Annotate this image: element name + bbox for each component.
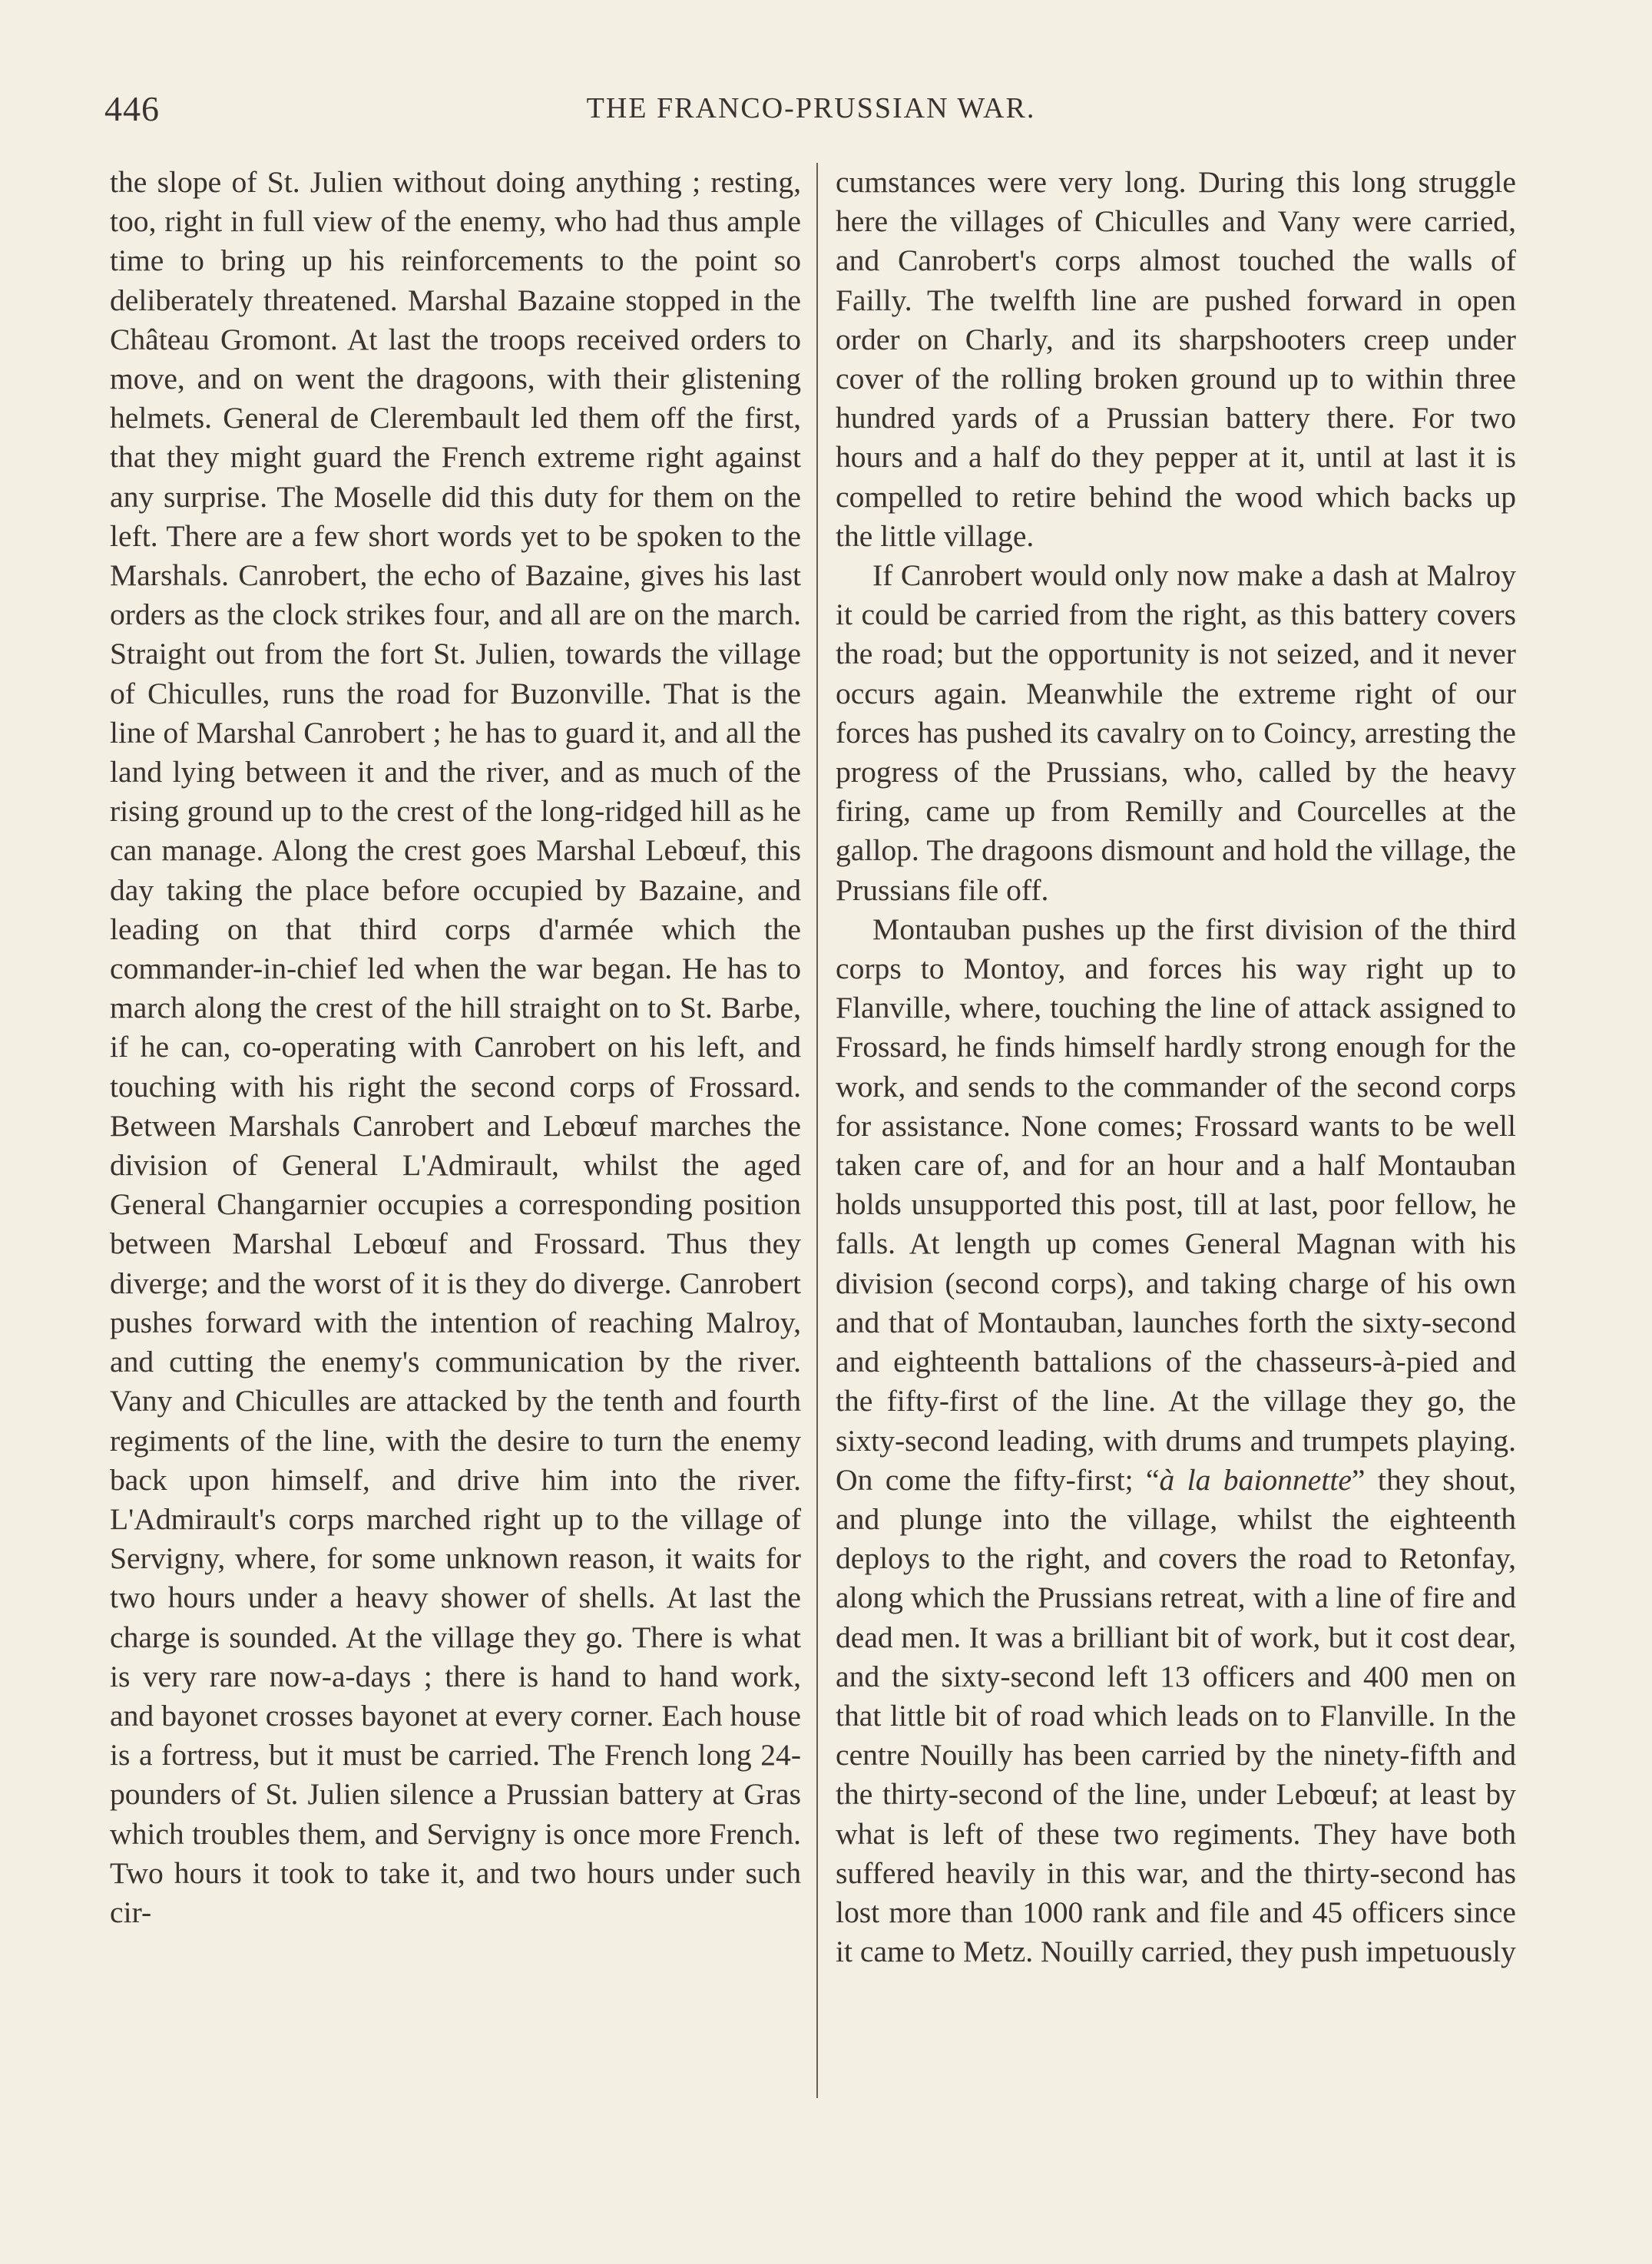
right-column [836,163,1516,2129]
right-paragraph-3-italic-phrase: à la baionnette [1159,1462,1352,1497]
right-paragraph-1: cumstances were very long. During this long struggle here the villages of Chiculles and Vany were carried, and Canrobert's corps almost touched the walls of Failly. The twelfth line are pushed forward in open order on Charly, and its sharpshooters creep under cover of the rolling broken ground up to within three hundred yards of a Prussian battery there. For two hours and a half do they pepper at it, until at last it is compelled to retire behind the wood which backs up the little village. [836,165,1516,553]
left-column [110,163,801,2129]
running-title: THE FRANCO-PRUSSIAN WAR. [586,92,1036,124]
right-paragraph-2: If Canrobert would only now make a dash at Malroy it could be carried from the right, as this battery covers the road; but the opportunity is not seized, and it never occurs again. Meanwhile the extreme right of our forces has pushed its cavalry on to Coincy, arresting the progress of the Prussians, who, called by the heavy firing, came up from Remilly and Courcelles at the gallop. The dragoons dismount and hold the village, the Prussians file off. [836,558,1516,907]
page-header [104,88,1518,134]
left-paragraph-1: the slope of St. Julien without doing anything ; resting, too, right in full view of the enemy, who had thus ample time to bring up his reinforcements to the point so deliberately threatened. Marshal Bazaine stopped in the Château Gromont. At last the troops received orders to move, and on went the dragoons, with their glistening helmets. General de Clerembault led them off the first, that they might guard the French extreme right against any surprise. The Moselle did this duty for them on the left. There are a few short words yet to be spoken to the Marshals. Canrobert, the echo of Bazaine, gives his last orders as the clock strikes four, and all are on the march. Straight out from the fort St. Julien, towards the village of Chiculles, runs the road for Buzonville. That is the line of Marshal Canrobert ; he has to guard it, and all the land lying between it and the river, and as much of the rising ground up to the crest of the long-ridged hill as he can manage. Along the crest goes Marshal Lebœuf, this day taking the place before occupied by Bazaine, and leading on that third corps d'armée which the commander-in-chief led when the war began. He has to march along the crest of the hill straight on to St. Barbe, if he can, co-operating with Canrobert on his left, and touching with his right the second corps of Frossard. Between Marshals Canrobert and Lebœuf marches the division of General L'Admirault, whilst the aged General Changarnier occupies a corresponding position between Marshal Lebœuf and Frossard. Thus they diverge; and the worst of it is they do diverge. Canrobert pushes forward with the intention of reaching Malroy, and cutting the enemy's communication by the river. Vany and Chiculles are attacked by the tenth and fourth regiments of the line, with the desire to turn the enemy back upon himself, and drive him into the river. L'Admirault's corps marched right up to the village of Servigny, where, for some unknown reason, it waits for two hours under a heavy shower of shells. At last the charge is sounded. At the village they go. There is what is very rare now-a-days ; there is hand to hand work, and bayonet crosses bayonet at every corner. Each house is a fortress, but it must be carried. The French long 24-pounders of St. Julien silence a Prussian battery at Gras which troubles them, and Servigny is once more French. Two hours it took to take it, and two hours under such cir- [110,165,801,1929]
right-paragraph-3-part-1: Montauban pushes up the first division of the third corps to Montoy, and forces his way right up to Flanville, where, touching the line of attack assigned to Frossard, he finds himself hardly strong enough for the work, and sends to the commander of the second corps for assistance. None comes; Frossard wants to be well taken care of, and for an hour and a half Montauban holds unsupported this post, till at last, poor fellow, he falls. At length up comes General Magnan with his division (second corps), and taking charge of his own and that of Montauban, launches forth the sixty-second and eighteenth battalions of the chasseurs-à-pied and the fifty-first of the line. At the village they go, the sixty-second leading, with drums and trumpets playing. On come the fifty-first; “ [836,912,1516,1497]
right-paragraph-3 [836,910,1516,1971]
page-number: 446 [104,89,160,128]
right-paragraph-3-part-2: ” they shout, and plunge into the village, whilst the eighteenth deploys to the right, and covers the road to Retonfay, along which the Prussians retreat, with a line of fire and dead men. It was a brilliant bit of work, but it cost dear, and the sixty-second left 13 officers and 400 men on that little bit of road which leads on to Flanville. In the centre Nouilly has been carried by the ninety-fifth and the thirty-second of the line, under Lebœuf; at least by what is left of these two regiments. They have both suffered heavily in this war, and the thirty-second has lost more than 1000 rank and file and 45 officers since it came to Metz. Nouilly carried, they push impetuously [836,1462,1516,1969]
column-divider [816,163,818,2098]
